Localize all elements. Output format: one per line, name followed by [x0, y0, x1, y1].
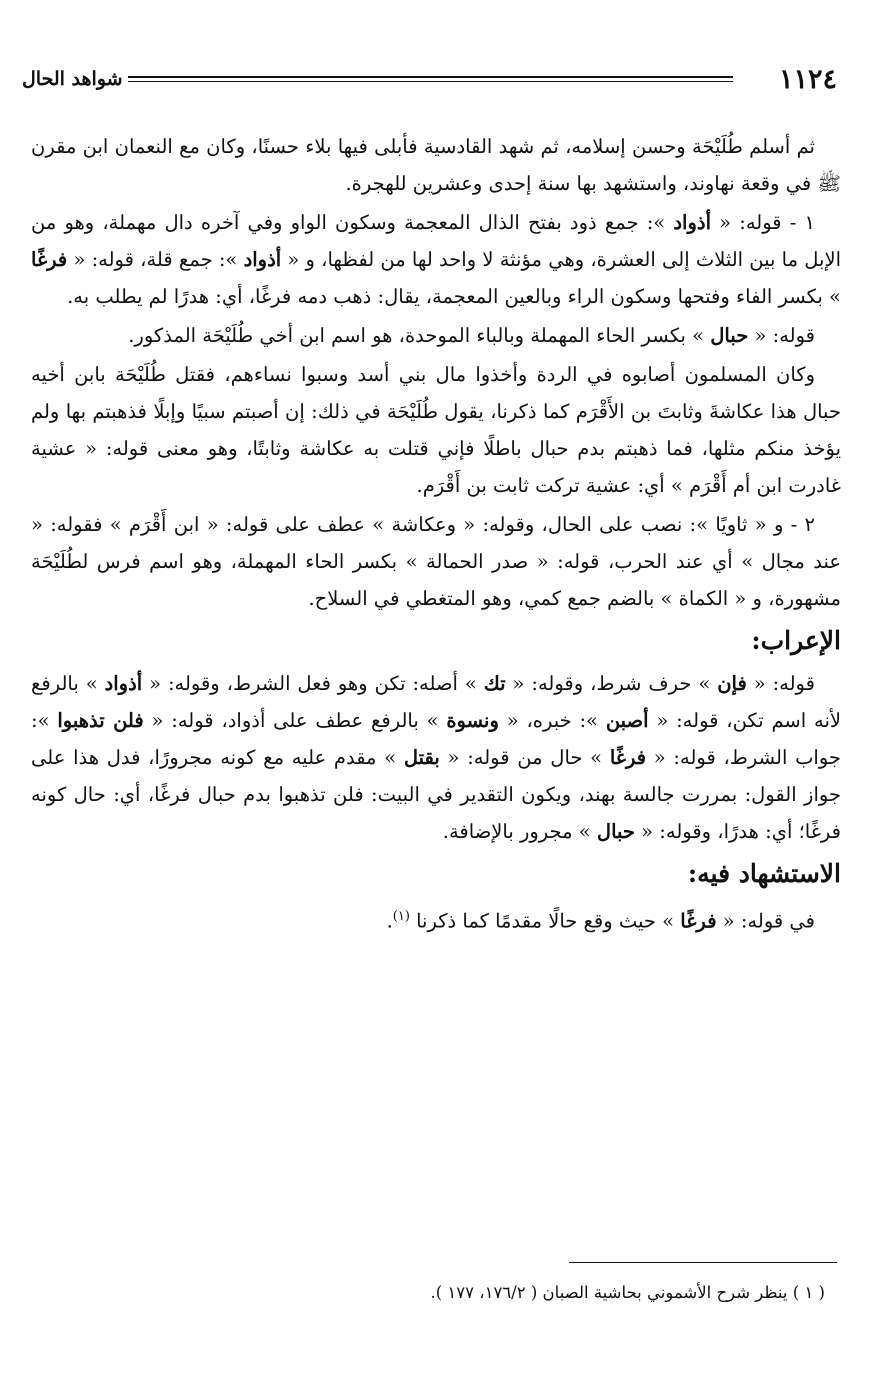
paragraph-hibal: قوله: « حبال » بكسر الحاء المهملة وبالباء الموحدة، هو اسم ابن أخي طُلَيْحَة المذكور. — [128, 324, 815, 347]
section-heading-istishhad: الاستشهاد فيه: — [687, 859, 841, 888]
bold-term: فرغًا — [609, 746, 647, 769]
bold-term: أصبن — [605, 709, 649, 732]
bold-term: فإن — [717, 672, 747, 695]
bold-term: تك — [483, 672, 506, 695]
footnote-reference[interactable]: (١) — [392, 909, 410, 924]
bold-term: أذواد — [673, 211, 711, 234]
paragraph-biography: ثم أسلم طُلَيْحَة وحسن إسلامه، ثم شهد القادسية فأبلى فيها بلاء حسنًا، وكان مع النعمان ابن مقرن ﷺ في وقعة نهاوند، واستشهد بها سنة إحدى وعشرين للهجرة. — [31, 135, 841, 195]
bold-term: فلن تذهبوا — [57, 709, 144, 732]
footnote: ( ١ ) ينظر شرح الأشموني بحاشية الصبان ( ١٧٦/٢، ١٧٧ ). — [430, 1283, 825, 1302]
bold-term: بقتل — [403, 746, 440, 769]
bold-term: فرغًا — [680, 909, 717, 933]
paragraph-note-2: ٢ - و « ثاويًا »: نصب على الحال، وقوله: « وعكاشة » عطف على قوله: « ابن أَقْرَم » فقوله: « عند مجال » أي عند الحرب، قوله: « صدر الحمالة » بكسر الحاء المهملة، وهو اسم فرس لطُلَيْحَة مشهورة، و « الكماة » بالضم جمع كمي، وهو المتغطي في السلاح. — [31, 513, 841, 610]
paragraph-istishhad: في قوله: « فرغًا » حيث وقع حالًا مقدمًا كما ذكرنا $^{(١)}$. — [386, 909, 815, 933]
bold-term: حبال — [710, 324, 749, 347]
page-header — [0, 62, 891, 102]
bold-term: أذواد — [104, 672, 143, 695]
main-text — [31, 128, 841, 940]
bold-term: ونسوة — [446, 709, 499, 732]
paragraph-i3rab: قوله: « فإن » حرف شرط، وقوله: « تك » أصله: تكن وهو فعل الشرط، وقوله: « أذواد » بالرفع لأنه اسم تكن، قوله: « أصبن »: خبره، « ونسوة » بالرفع عطف على أذواد، قوله: « فلن تذهبوا »: جواب الشرط، قوله: « فرغًا » حال من قوله: « بقتل » مقدم عليه مع كونه مجرورًا، فدل هذا على جواز القول: بمررت جالسة بهند، ويكون التقدير في البيت: فلن تذهبوا بدم حبال فرغًا، أي: حال كونه فرغًا؛ أي: هدرًا، وقوله: « حبال » مجرور بالإضافة. — [31, 672, 842, 843]
paragraph-note-1: ١ - قوله: « أذواد »: جمع ذود بفتح الذال المعجمة وسكون الواو وفي آخره دال مهملة، وهو من الإبل ما بين الثلاث إلى العشرة، وهي مؤنثة لا واحد لها من لفظها، و « أذواد »: جمع قلة، قوله: « فرغًا » بكسر الفاء وفتحها وسكون الراء وبالعين المعجمة، يقال: ذهب دمه فرغًا، أي: هدرًا لم يطلب به. — [31, 211, 841, 308]
footnote-separator — [569, 1262, 837, 1263]
paragraph-story: وكان المسلمون أصابوه في الردة وأخذوا مال بني أسد وسبوا نساءهم، فقتل طُلَيْحَة بابن أخيه حبال هذا عكاشةَ وثابتَ بن الأَقْرَم كما ذكرنا، يقول طُلَيْحَة في ذلك: إن أصبتم سبيًا وإبلًا فذهبتم بها ولم يؤخذ منكم مثلها، فما ذهبتم بدم حبال باطلًا فإني قتلت به عكاشة وثابتًا، وهو معنى قوله: « عشية غادرت ابن أم أَقْرَم » أي: عشية تركت ثابت بن أَقْرَم. — [31, 363, 841, 497]
bold-term: أذواد — [243, 248, 282, 271]
header-rule — [128, 76, 733, 82]
running-title: شواهد الحال — [22, 68, 123, 90]
bold-term: حبال — [596, 820, 635, 843]
section-heading-i3rab: الإعراب: — [751, 626, 841, 655]
bold-term: فرغًا — [31, 248, 68, 271]
page-number: ١١٢٤ — [778, 64, 837, 95]
